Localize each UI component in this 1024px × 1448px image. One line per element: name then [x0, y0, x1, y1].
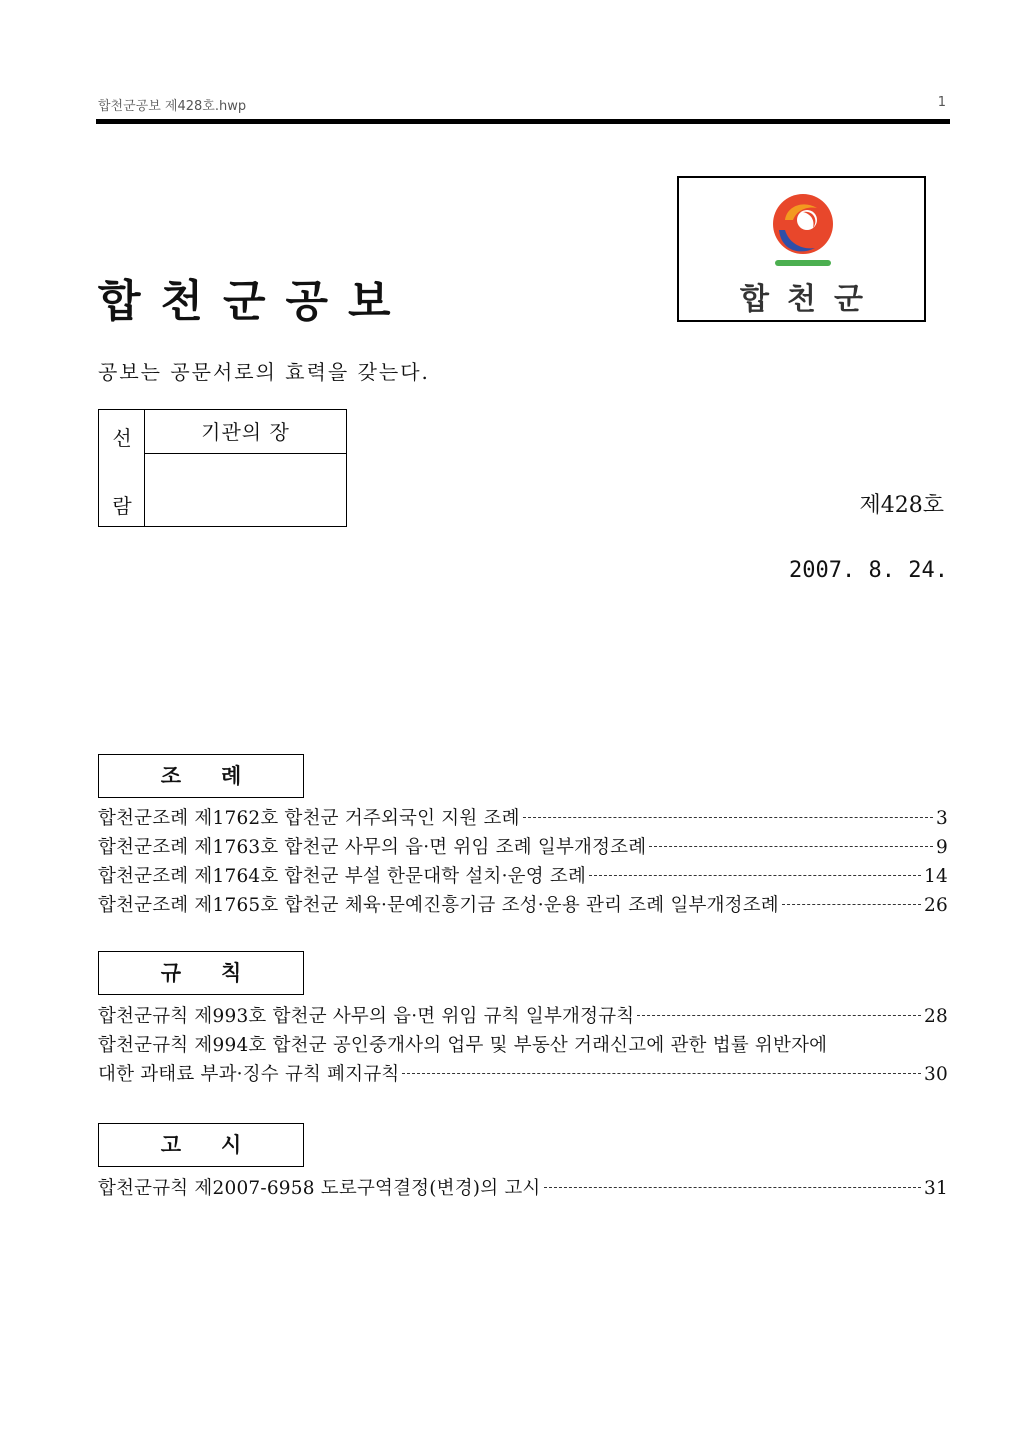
issue-number: 제428호	[859, 493, 944, 518]
toc-entry-page: 31	[924, 1178, 948, 1199]
toc-entry-title: 합천군규칙 제2007-6958 도로구역결정(변경)의 고시	[98, 1178, 541, 1199]
toc-entry-page: 14	[924, 866, 948, 887]
toc-entry[interactable]	[98, 833, 948, 859]
toc-entry[interactable]	[98, 804, 948, 830]
toc-entry-title: 합천군조례 제1764호 합천군 부설 한문대학 설치·운영 조례	[98, 866, 587, 887]
toc-leader	[637, 1015, 921, 1016]
seonram-char-1: 선	[112, 426, 132, 450]
toc-leader	[782, 904, 921, 905]
toc-leader	[523, 817, 933, 818]
toc-entry-title: 대한 과태료 부과·징수 규칙 폐지규칙	[98, 1064, 400, 1085]
toc-entry[interactable]	[98, 1174, 948, 1200]
toc-entry-page: 28	[924, 1006, 948, 1027]
section-heading-notices: 고시	[98, 1123, 304, 1167]
page-number: 1	[937, 95, 946, 110]
toc-entry-title: 합천군조례 제1762호 합천군 거주외국인 지원 조례	[98, 808, 520, 829]
toc-entry-page: 26	[924, 895, 948, 916]
toc-leader	[402, 1073, 921, 1074]
gazette-title: 합천군공보	[98, 276, 411, 327]
toc-entry[interactable]	[98, 891, 948, 917]
county-logo-box	[677, 176, 926, 322]
toc-entry-page: 9	[936, 837, 948, 858]
toc-entry[interactable]	[98, 862, 948, 888]
issue-date: 2007. 8. 24.	[789, 558, 948, 583]
toc-entry[interactable]	[98, 1002, 948, 1028]
toc-entry-title: 합천군조례 제1763호 합천군 사무의 읍·면 위임 조례 일부개정조례	[98, 837, 647, 858]
toc-entry-title: 합천군규칙 제993호 합천군 사무의 읍·면 위임 규칙 일부개정규칙	[98, 1006, 635, 1027]
seonram-label-column	[99, 410, 145, 526]
toc-leader	[589, 875, 921, 876]
toc-entry-title: 합천군조례 제1765호 합천군 체육·문예진흥기금 조성·운용 관리 조례 일부개정조례	[98, 895, 779, 916]
gazette-subtitle: 공보는 공문서로의 효력을 갖는다.	[98, 360, 430, 384]
seonram-header-cell: 기관의 장	[145, 410, 346, 454]
toc-entry-line1[interactable]: 합천군규칙 제994호 합천군 공인중개사의 업무 및 부동산 거래신고에 관한 법률 위반자에	[98, 1035, 828, 1056]
toc-entry-page: 3	[936, 808, 948, 829]
county-logo-text: 합천군	[740, 282, 881, 317]
section-heading-ordinances: 조례	[98, 754, 304, 798]
county-emblem-icon	[763, 190, 843, 274]
toc-entry[interactable]	[98, 1060, 948, 1086]
section-heading-rules: 규칙	[98, 951, 304, 995]
seonram-char-2: 람	[112, 494, 132, 518]
header-rule	[96, 119, 950, 124]
document-filename: 합천군공보 제428호.hwp	[98, 99, 247, 114]
toc-leader	[544, 1187, 922, 1188]
seonram-table	[98, 409, 347, 527]
toc-leader	[649, 846, 933, 847]
toc-entry-page: 30	[924, 1064, 948, 1085]
